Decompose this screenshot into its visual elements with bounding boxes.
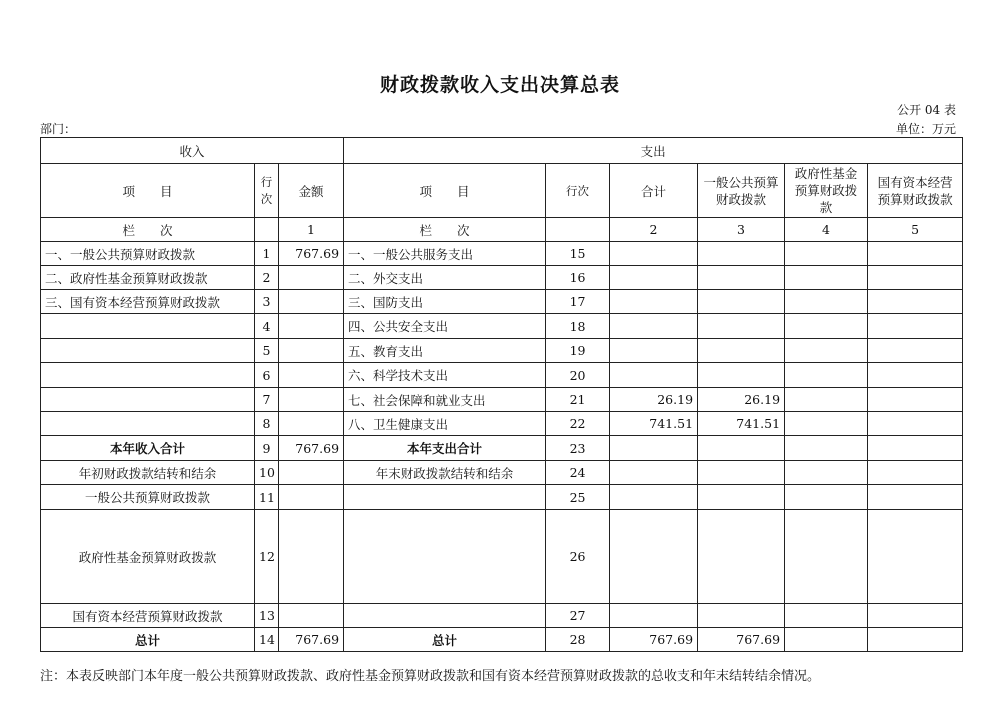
income-amount: 767.69 (279, 436, 344, 461)
income-line-no: 10 (255, 461, 279, 485)
empty-cell (255, 218, 279, 242)
expense-item: 四、公共安全支出 (344, 314, 546, 339)
income-amount (279, 314, 344, 339)
expense-total (610, 314, 698, 339)
general-budget-value (698, 363, 785, 388)
expense-item: 三、国防支出 (344, 290, 546, 314)
expense-total (610, 266, 698, 290)
header-row-columns (41, 164, 963, 218)
income-item (41, 314, 255, 339)
expense-item: 六、科学技术支出 (344, 363, 546, 388)
income-amount (279, 339, 344, 363)
budget-summary-table (40, 137, 963, 652)
empty-cell (546, 218, 610, 242)
income-item: 本年收入合计 (41, 436, 255, 461)
expense-total (610, 339, 698, 363)
general-budget-value (698, 242, 785, 266)
expense-line-no: 16 (546, 266, 610, 290)
expense-total: 741.51 (610, 412, 698, 436)
table-row (41, 388, 963, 412)
expense-line-no: 21 (546, 388, 610, 412)
general-budget-value (698, 436, 785, 461)
income-line-no: 3 (255, 290, 279, 314)
fund-budget-value (785, 461, 868, 485)
income-item (41, 339, 255, 363)
capital-budget-value (868, 339, 963, 363)
col-index-4: 4 (785, 218, 868, 242)
fund-budget-value (785, 266, 868, 290)
expense-lanci: 栏 次 (344, 218, 546, 242)
table-row (41, 242, 963, 266)
table-row (41, 290, 963, 314)
income-amount (279, 510, 344, 604)
income-amount: 767.69 (279, 242, 344, 266)
expense-item: 本年支出合计 (344, 436, 546, 461)
expense-item: 总计 (344, 628, 546, 652)
col-index-3: 3 (698, 218, 785, 242)
income-item: 年初财政拨款结转和结余 (41, 461, 255, 485)
col-index-1: 1 (279, 218, 344, 242)
capital-budget-header: 国有资本经营预算财政拨款 (868, 164, 963, 218)
unit-label: 单位：万元 (895, 122, 956, 136)
capital-budget-value (868, 485, 963, 510)
expense-item: 八、卫生健康支出 (344, 412, 546, 436)
income-amount (279, 461, 344, 485)
expense-line-no: 23 (546, 436, 610, 461)
income-line-no: 11 (255, 485, 279, 510)
income-amount (279, 412, 344, 436)
general-budget-value (698, 266, 785, 290)
capital-budget-value (868, 242, 963, 266)
expense-total (610, 510, 698, 604)
income-line-no: 2 (255, 266, 279, 290)
table-row (41, 436, 963, 461)
table-row (41, 339, 963, 363)
income-item (41, 412, 255, 436)
general-budget-value (698, 339, 785, 363)
expense-item: 七、社会保障和就业支出 (344, 388, 546, 412)
line-label: 行 次 (260, 174, 273, 206)
income-line-no: 7 (255, 388, 279, 412)
income-line-no: 5 (255, 339, 279, 363)
income-line-no: 14 (255, 628, 279, 652)
expense-total (610, 290, 698, 314)
table-row (41, 510, 963, 604)
expense-item: 五、教育支出 (344, 339, 546, 363)
income-item (41, 388, 255, 412)
capital-budget-value (868, 412, 963, 436)
footnote: 注：本表反映部门本年度一般公共预算财政拨款、政府性基金预算财政拨款和国有资本经营预算财政拨款的总收支和年末结转结余情况。 (40, 669, 821, 684)
fund-budget-value (785, 363, 868, 388)
expense-line-no: 26 (546, 510, 610, 604)
table-row (41, 485, 963, 510)
income-amount (279, 266, 344, 290)
expense-line-no: 28 (546, 628, 610, 652)
table-row (41, 412, 963, 436)
expense-item-header: 项 目 (344, 164, 546, 218)
expense-line-no: 22 (546, 412, 610, 436)
capital-budget-value (868, 266, 963, 290)
income-amount (279, 485, 344, 510)
expense-line-no: 27 (546, 604, 610, 628)
fund-budget-value (785, 485, 868, 510)
expense-line-no: 17 (546, 290, 610, 314)
income-item: 一般公共预算财政拨款 (41, 485, 255, 510)
income-lanci: 栏 次 (41, 218, 255, 242)
income-line-no: 9 (255, 436, 279, 461)
expense-total (610, 363, 698, 388)
expense-total (610, 436, 698, 461)
expense-item (344, 604, 546, 628)
income-item-header: 项 目 (41, 164, 255, 218)
general-budget-value (698, 461, 785, 485)
expense-line-no: 25 (546, 485, 610, 510)
general-budget-value (698, 314, 785, 339)
capital-budget-value (868, 604, 963, 628)
fund-budget-value (785, 339, 868, 363)
general-budget-value: 26.19 (698, 388, 785, 412)
expense-line-no: 18 (546, 314, 610, 339)
department-label: 部门： (40, 122, 77, 136)
page-title: 财政拨款收入支出决算总表 (379, 74, 620, 96)
income-line-header (255, 164, 279, 218)
expense-line-no: 20 (546, 363, 610, 388)
income-item: 三、国有资本经营预算财政拨款 (41, 290, 255, 314)
col-index-5: 5 (868, 218, 963, 242)
income-line-no: 6 (255, 363, 279, 388)
capital-budget-value (868, 314, 963, 339)
expense-total (610, 242, 698, 266)
expense-line-header: 行次 (546, 164, 610, 218)
capital-budget-value (868, 510, 963, 604)
capital-budget-value (868, 363, 963, 388)
expense-total: 767.69 (610, 628, 698, 652)
col-index-2: 2 (610, 218, 698, 242)
fund-budget-value (785, 604, 868, 628)
fund-budget-value (785, 242, 868, 266)
fund-budget-header: 政府性基金预算财政拨款 (785, 164, 868, 218)
header-row-section (41, 138, 963, 164)
fund-budget-value (785, 436, 868, 461)
fund-budget-value (785, 388, 868, 412)
expense-header: 支出 (344, 138, 963, 164)
fund-budget-value (785, 290, 868, 314)
income-amount-header: 金额 (279, 164, 344, 218)
expense-item: 年末财政拨款结转和结余 (344, 461, 546, 485)
capital-budget-value (868, 628, 963, 652)
income-line-no: 8 (255, 412, 279, 436)
income-item: 二、政府性基金预算财政拨款 (41, 266, 255, 290)
income-line-no: 13 (255, 604, 279, 628)
table-row (41, 363, 963, 388)
capital-budget-value (868, 388, 963, 412)
fund-budget-value (785, 412, 868, 436)
income-line-no: 4 (255, 314, 279, 339)
fund-budget-value (785, 510, 868, 604)
expense-item (344, 485, 546, 510)
expense-total: 26.19 (610, 388, 698, 412)
capital-budget-value (868, 436, 963, 461)
general-budget-header: 一般公共预算财政拨款 (698, 164, 785, 218)
income-header: 收入 (41, 138, 344, 164)
income-item: 政府性基金预算财政拨款 (41, 510, 255, 604)
form-number: 公开 04 表 (897, 103, 956, 117)
fund-budget-value (785, 628, 868, 652)
table-row (41, 461, 963, 485)
expense-line-no: 19 (546, 339, 610, 363)
expense-line-no: 15 (546, 242, 610, 266)
expense-total (610, 604, 698, 628)
expense-total (610, 485, 698, 510)
expense-line-no: 24 (546, 461, 610, 485)
general-budget-value (698, 290, 785, 314)
income-item: 国有资本经营预算财政拨款 (41, 604, 255, 628)
general-budget-value (698, 604, 785, 628)
income-item: 一、一般公共预算财政拨款 (41, 242, 255, 266)
capital-budget-value (868, 290, 963, 314)
column-index-row (41, 218, 963, 242)
income-amount (279, 388, 344, 412)
expense-item: 一、一般公共服务支出 (344, 242, 546, 266)
general-budget-value: 767.69 (698, 628, 785, 652)
income-line-no: 12 (255, 510, 279, 604)
income-amount: 767.69 (279, 628, 344, 652)
income-amount (279, 604, 344, 628)
general-budget-value (698, 485, 785, 510)
income-amount (279, 363, 344, 388)
expense-item: 二、外交支出 (344, 266, 546, 290)
income-item: 总计 (41, 628, 255, 652)
capital-budget-value (868, 461, 963, 485)
expense-total (610, 461, 698, 485)
table-row (41, 314, 963, 339)
general-budget-value: 741.51 (698, 412, 785, 436)
total-header: 合计 (610, 164, 698, 218)
table-row (41, 266, 963, 290)
income-amount (279, 290, 344, 314)
fund-budget-value (785, 314, 868, 339)
table-row (41, 604, 963, 628)
expense-item (344, 510, 546, 604)
income-line-no: 1 (255, 242, 279, 266)
general-budget-value (698, 510, 785, 604)
table-row (41, 628, 963, 652)
income-item (41, 363, 255, 388)
